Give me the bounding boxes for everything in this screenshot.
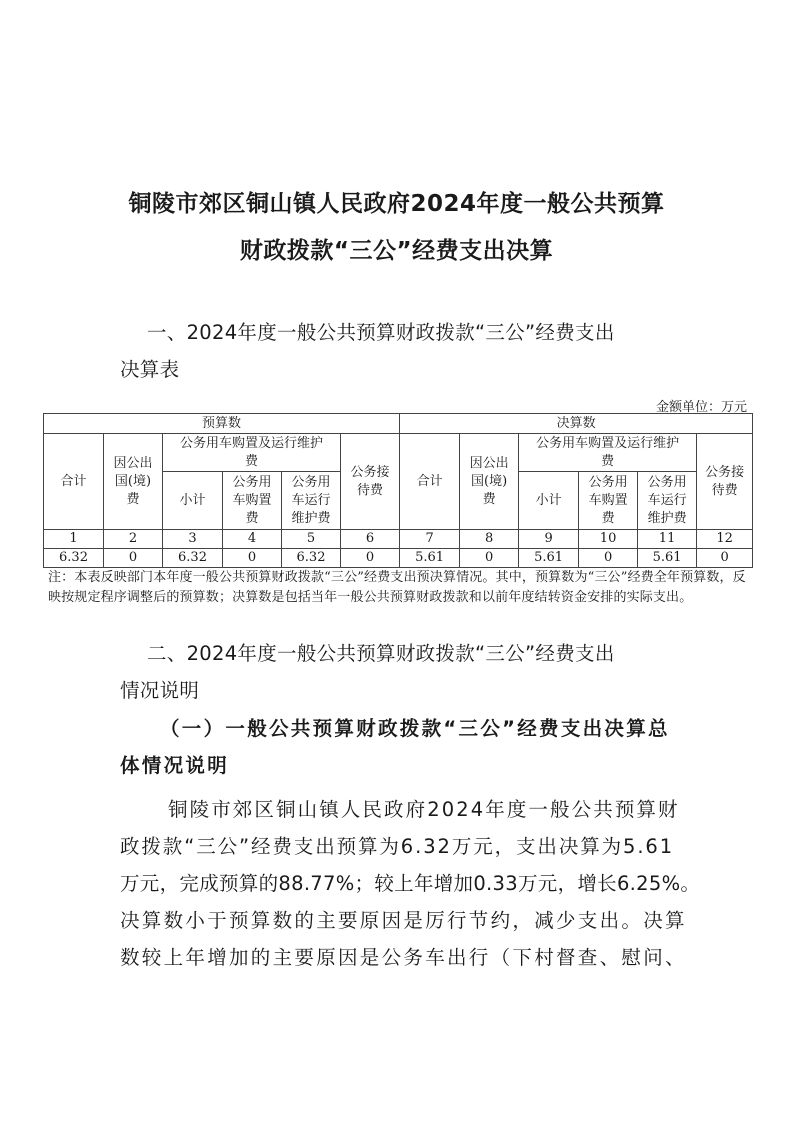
body-paragraph-line: 政拨款“三公”经费支出预算为6.32万元，支出决算为5.61 <box>120 835 675 858</box>
table-row-data <box>44 549 753 568</box>
table-note: 注：本表反映部门本年度一般公共预算财政拨款“三公”经费支出预决算情况。其中，预算数为“三公”经费全年预算数，反映按规定程序调整后的预算数；决算数是包括当年一般公共预算财政拨款和以前年度结转资金安排的实际支出。 <box>48 570 746 605</box>
table-cell: 5.61 <box>638 549 697 568</box>
header-final-group: 决算数 <box>400 414 753 434</box>
header-text: 公务用 <box>232 474 272 490</box>
document-title-line-2: 财政拨款“三公”经费支出决算 <box>239 238 554 264</box>
table-cell: 11 <box>638 530 697 549</box>
table-cell: 0 <box>223 549 282 568</box>
header-final-purchase <box>579 472 638 530</box>
section-2-heading-cont: 情况说明 <box>120 679 200 702</box>
table-cell: 2 <box>104 530 163 549</box>
header-text: 国(境) <box>471 473 508 489</box>
subsection-1-heading: （一）一般公共预算财政拨款“三公”经费支出决算总 <box>160 717 670 740</box>
body-paragraph-line: 数较上年增加的主要原因是公务车出行（下村督查、慰问、 <box>120 946 687 969</box>
header-text: 车运行 <box>647 492 687 508</box>
header-budget-vehicle <box>163 434 341 472</box>
section-1-heading: 一、2024年度一般公共预算财政拨款“三公”经费支出 <box>147 321 615 344</box>
table-cell: 6 <box>341 530 400 549</box>
header-text: 费 <box>244 453 258 469</box>
header-text: 公务接 <box>350 464 390 480</box>
header-text: 车购置 <box>232 492 272 508</box>
table-cell: 10 <box>579 530 638 549</box>
header-text: 费 <box>601 510 615 526</box>
unit-label: 金额单位：万元 <box>655 400 747 415</box>
header-budget-abroad <box>104 434 163 530</box>
header-text: 国(境) <box>114 473 152 489</box>
header-final-vehicle <box>519 434 697 472</box>
section-2-heading: 二、2024年度一般公共预算财政拨款“三公”经费支出 <box>147 642 615 665</box>
header-text: 公务用 <box>291 474 331 490</box>
table-cell: 6.32 <box>163 549 223 568</box>
header-text: 费 <box>245 510 259 526</box>
header-budget-group: 预算数 <box>44 414 400 434</box>
header-text: 公务用 <box>588 474 628 490</box>
header-text: 公务用车购置及运行维护 <box>536 435 680 451</box>
three-public-expense-table <box>43 413 753 568</box>
table-cell: 7 <box>400 530 460 549</box>
table-cell: 3 <box>163 530 223 549</box>
header-budget-total: 合计 <box>44 434 104 530</box>
table-cell: 6.32 <box>282 549 341 568</box>
table-cell: 6.32 <box>44 549 104 568</box>
header-text: 因公出 <box>469 455 509 471</box>
table-cell: 5.61 <box>519 549 579 568</box>
header-text: 公务用 <box>647 474 687 490</box>
table-cell: 8 <box>460 530 519 549</box>
subsection-1-heading-cont: 体情况说明 <box>120 754 230 777</box>
header-final-total: 合计 <box>400 434 460 530</box>
body-paragraph-line: 铜陵市郊区铜山镇人民政府2024年度一般公共预算财 <box>168 798 680 821</box>
table-cell: 0 <box>341 549 400 568</box>
header-final-operation <box>638 472 697 530</box>
table-row-index <box>44 530 753 549</box>
header-text: 费 <box>601 453 615 469</box>
header-budget-operation <box>282 472 341 530</box>
header-text: 待费 <box>357 482 384 498</box>
header-budget-purchase <box>223 472 282 530</box>
table-cell: 5 <box>282 530 341 549</box>
header-text: 费 <box>482 491 496 507</box>
table-cell: 0 <box>460 549 519 568</box>
table-cell: 1 <box>44 530 104 549</box>
table-cell: 0 <box>697 549 753 568</box>
document-title-line-1: 铜陵市郊区铜山镇人民政府2024年度一般公共预算 <box>128 191 665 217</box>
table-cell: 4 <box>223 530 282 549</box>
table-cell: 12 <box>697 530 753 549</box>
body-paragraph-line: 决算数小于预算数的主要原因是厉行节约，减少支出。决算 <box>120 909 687 932</box>
table-cell: 0 <box>104 549 163 568</box>
header-final-reception <box>697 434 753 530</box>
header-final-subtotal: 小计 <box>519 472 579 530</box>
section-1-heading-cont: 决算表 <box>120 358 180 381</box>
header-budget-reception <box>341 434 400 530</box>
header-text: 车购置 <box>588 492 628 508</box>
header-text: 公务接 <box>705 464 745 480</box>
header-text: 费 <box>126 491 140 507</box>
table-cell: 0 <box>579 549 638 568</box>
header-text: 待费 <box>711 482 738 498</box>
body-paragraph-line: 万元，完成预算的88.77%；较上年增加0.33万元，增长6.25%。 <box>120 872 701 895</box>
table-cell: 9 <box>519 530 579 549</box>
header-text: 维护费 <box>647 510 687 526</box>
header-text: 公务用车购置及运行维护 <box>179 435 323 451</box>
header-text: 维护费 <box>291 510 331 526</box>
header-text: 车运行 <box>291 492 331 508</box>
header-budget-subtotal: 小计 <box>163 472 223 530</box>
header-text: 因公出 <box>113 455 153 471</box>
header-final-abroad <box>460 434 519 530</box>
table-cell: 5.61 <box>400 549 460 568</box>
